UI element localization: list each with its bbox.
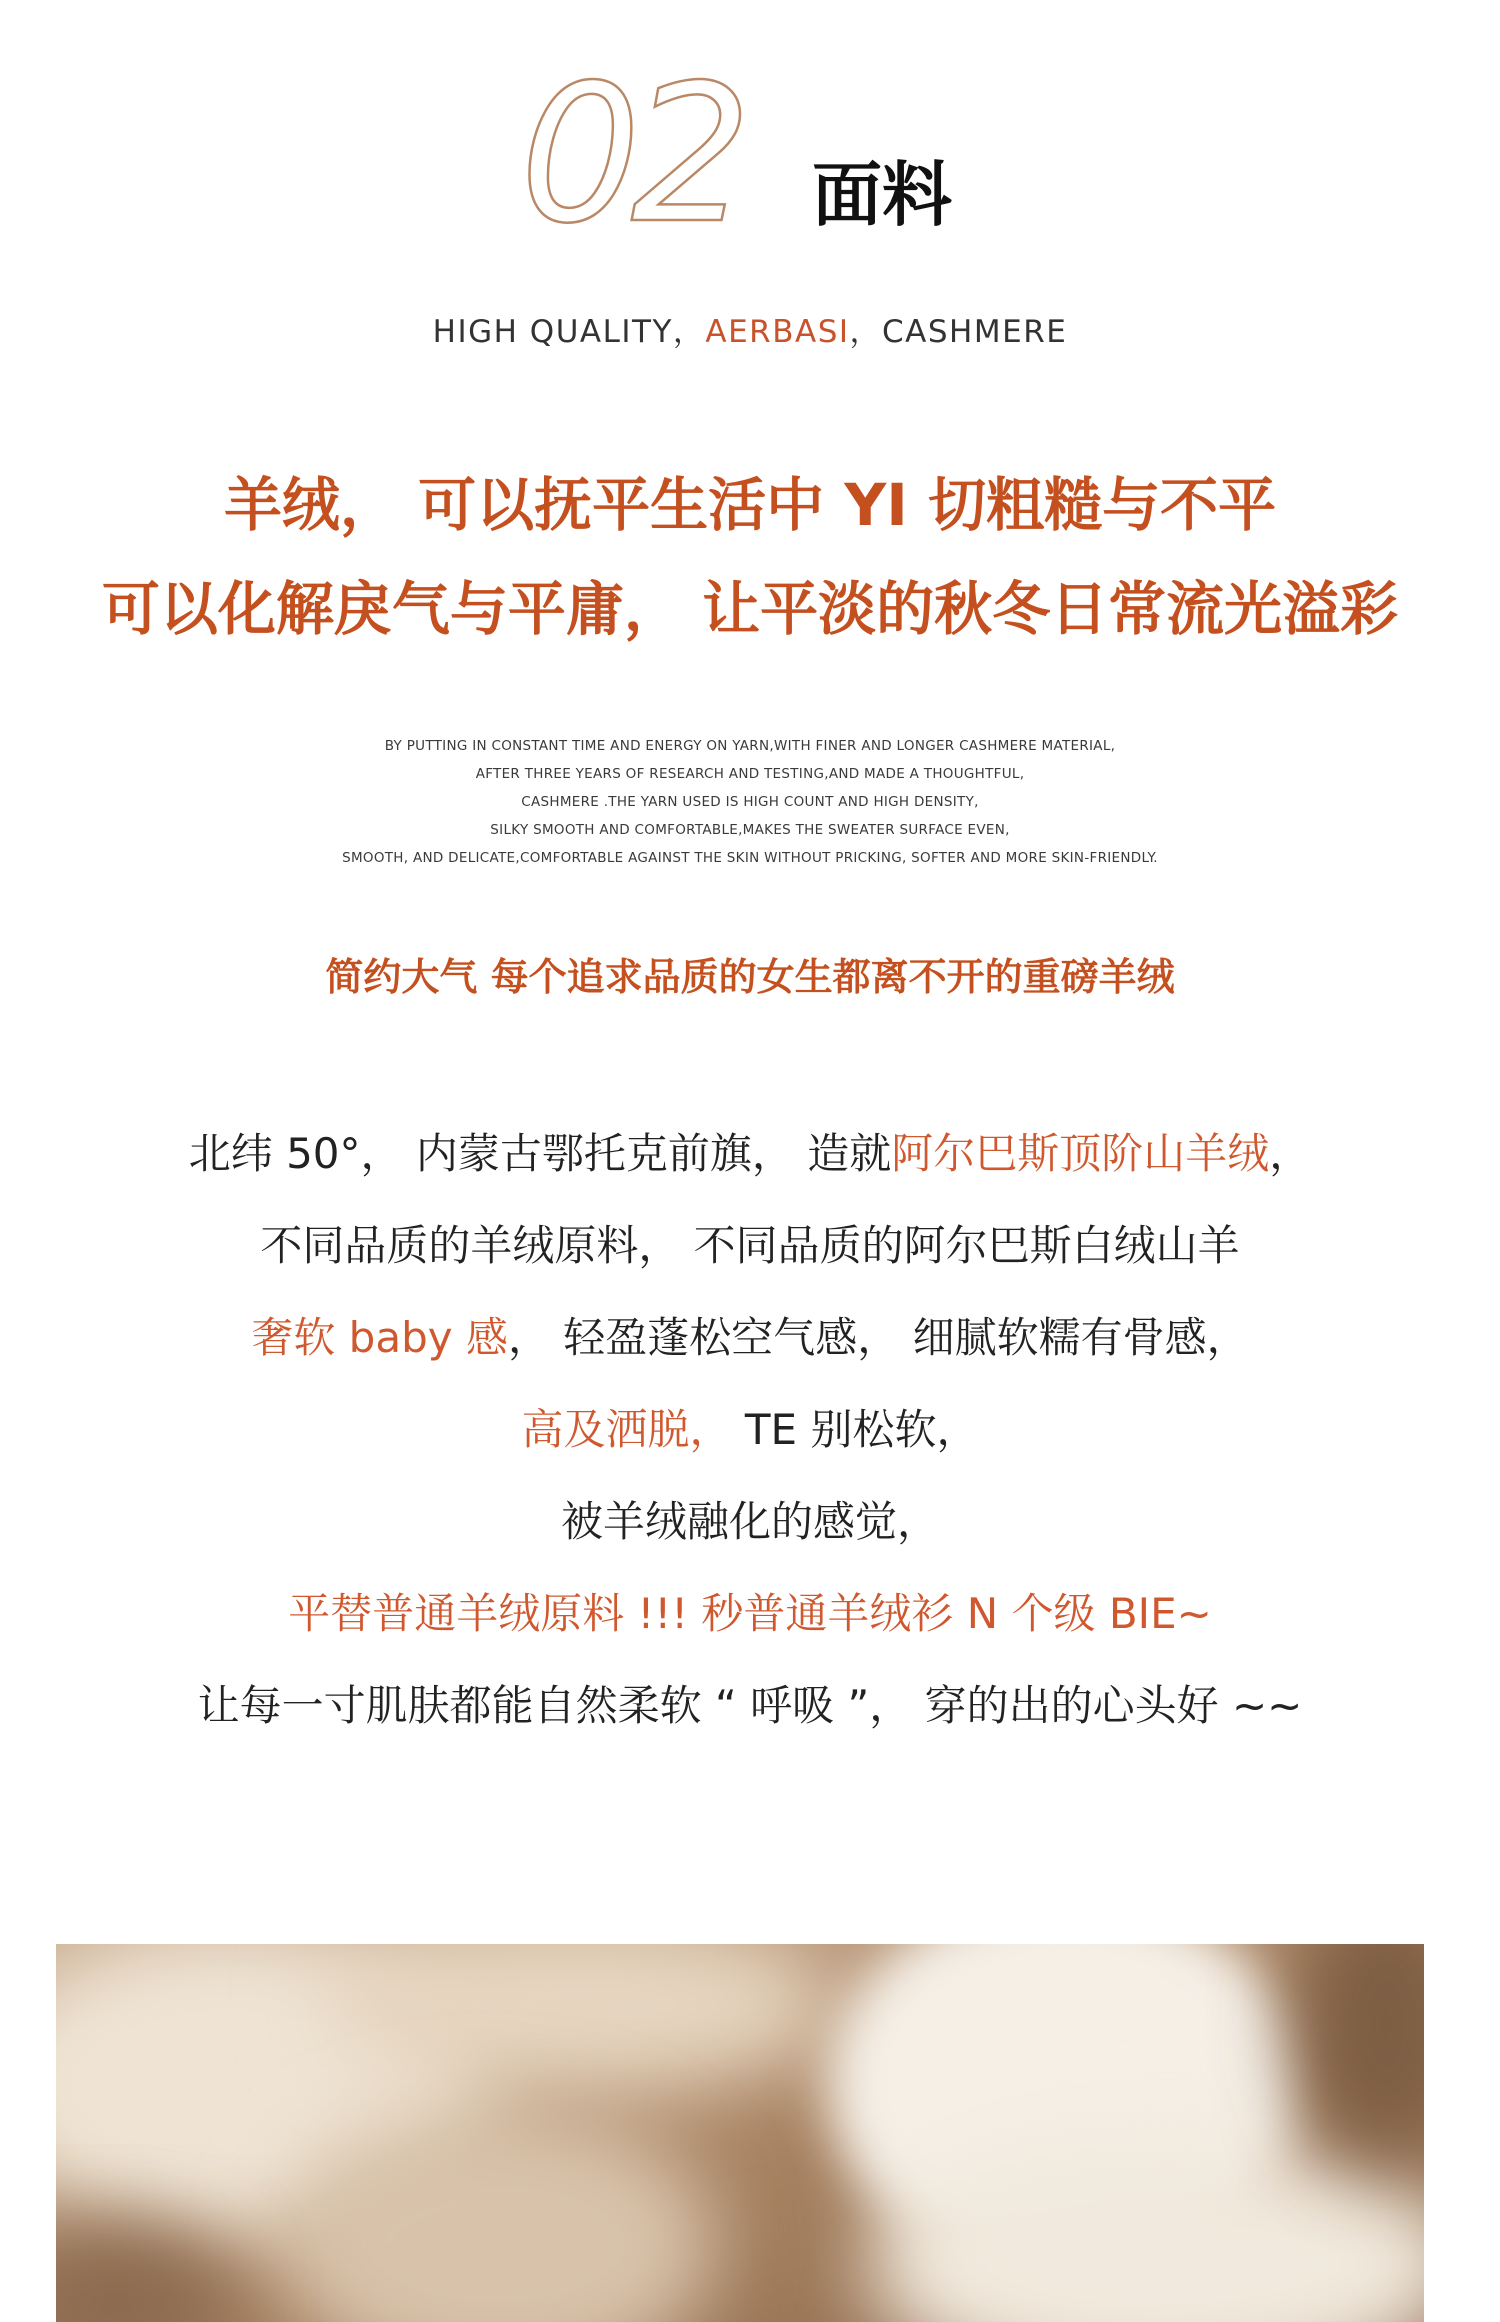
subtitle [0, 306, 1500, 351]
body-text-segment: ， [1269, 1129, 1312, 1178]
headline-line-2: 可以化解戾气与平庸， 让平淡的秋冬日常流光溢彩 [101, 575, 1399, 643]
headline-line-1: 羊绒， 可以抚平生活中 YI 切粗糙与不平 [223, 471, 1277, 539]
english-line: CASHMERE .THE YARN USED IS HIGH COUNT AND HIGH DENSITY, [521, 794, 979, 810]
english-line: BY PUTTING IN CONSTANT TIME AND ENERGY ON YARN,WITH FINER AND LONGER CASHMERE MATERIAL, [384, 738, 1116, 754]
body-line-2: 不同品质的羊绒原料， 不同品质的阿尔巴斯白绒山羊 [260, 1221, 1240, 1270]
english-line: SILKY SMOOTH AND COMFORTABLE,MAKES THE SWEATER SURFACE EVEN, [490, 822, 1010, 838]
body-line-5: 被羊绒融化的感觉， [560, 1497, 939, 1546]
fur-texture-image [56, 1944, 1424, 2322]
section-number: 02 [520, 44, 742, 265]
body-line-1 [0, 1108, 1500, 1200]
tagline: 简约大气 每个追求品质的女生都离不开的重磅羊绒 [325, 955, 1175, 999]
body-text-segment: 北纬 50°， 内蒙古鄂托克前旗， 造就 [188, 1129, 892, 1178]
body-text [0, 1108, 1500, 1752]
body-line-4 [0, 1384, 1500, 1476]
english-line: AFTER THREE YEARS OF RESEARCH AND TESTING,AND MADE A THOUGHTFUL, [475, 766, 1025, 782]
subtitle-part-2: ，CASHMERE [849, 314, 1068, 350]
body-line-7: 让每一寸肌肤都能自然柔软 “ 呼吸 ”， 穿的出的心头好 ~~ [197, 1681, 1303, 1730]
highlight-text: 阿尔巴斯顶阶山羊绒 [891, 1129, 1270, 1178]
body-line-3 [0, 1292, 1500, 1384]
body-line-6: 平替普通羊绒原料 !!! 秒普通羊绒衫 N 个级 BIE~ [288, 1589, 1212, 1638]
section-title: 面料 [812, 154, 952, 236]
body-text-segment: TE 别松软， [731, 1405, 979, 1454]
subtitle-brand: AERBASI [705, 314, 850, 350]
english-line: SMOOTH, AND DELICATE,COMFORTABLE AGAINST THE SKIN WITHOUT PRICKING, SOFTER AND MORE SKIN-FRIENDLY. [342, 850, 1158, 866]
body-text-segment: ， 轻盈蓬松空气感， 细腻软糯有骨感， [507, 1313, 1249, 1362]
english-paragraph [0, 732, 1500, 872]
cashmere-fur-photo [56, 1944, 1424, 2322]
subtitle-part-1: HIGH QUALITY， [432, 314, 706, 350]
highlight-text: 高及洒脱， [521, 1405, 732, 1454]
highlight-text: 奢软 baby 感 [251, 1313, 508, 1362]
